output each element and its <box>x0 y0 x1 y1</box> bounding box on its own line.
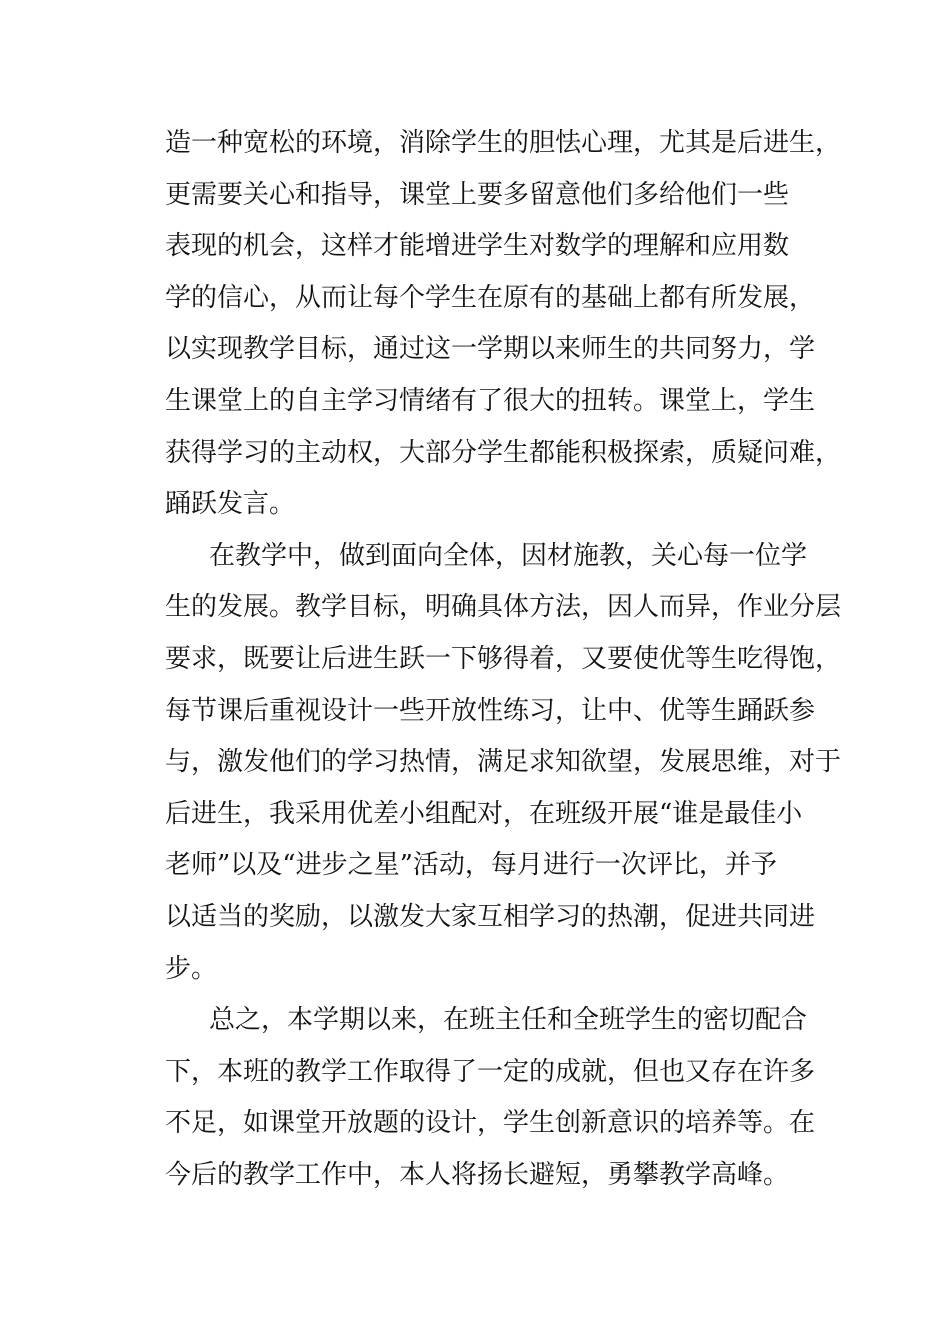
paragraph-1-line-6: 生课堂上的自主学习情绪有了很大的扭转。课堂上，学生 <box>165 385 816 416</box>
paragraph-2-line-8: 以适当的奖励，以激发大家互相学习的热潮，促进共同进 <box>165 901 816 932</box>
paragraph-2-line-4: 每节课后重视设计一些开放性练习，让中、优等生踊跃参 <box>165 695 816 726</box>
document-body <box>165 118 842 1201</box>
paragraph-3-line-3: 不足，如课堂开放题的设计，学生创新意识的培养等。在 <box>165 1108 816 1139</box>
paragraph-1-line-4: 学的信心，从而让每个学生在原有的基础上都有所发展， <box>165 282 816 313</box>
paragraph-3-line-1: 总之，本学期以来，在班主任和全班学生的密切配合 <box>209 1005 808 1036</box>
paragraph-2-line-1: 在教学中，做到面向全体，因材施教，关心每一位学 <box>209 540 808 571</box>
paragraph-1-line-8: 踊跃发言。 <box>165 489 296 520</box>
paragraph-2-line-2: 生的发展。教学目标，明确具体方法，因人而异，作业分层 <box>165 592 842 623</box>
paragraph-2-line-5: 与，激发他们的学习热情，满足求知欲望，发展思维，对于 <box>165 747 842 778</box>
paragraph-2-line-3: 要求，既要让后进生跃一下够得着，又要使优等生吃得饱， <box>165 643 842 674</box>
paragraph-1-line-7: 获得学习的主动权，大部分学生都能积极探索，质疑问难， <box>165 437 842 468</box>
paragraph-3-line-2: 下，本班的教学工作取得了一定的成就，但也又存在许多 <box>165 1056 816 1087</box>
paragraph-1-line-1: 造一种宽松的环境，消除学生的胆怯心理，尤其是后进生， <box>165 128 842 158</box>
paragraph-2-line-7: 老师”以及“进步之星”活动，每月进行一次评比，并予 <box>165 850 777 881</box>
paragraph-3-line-4: 今后的教学工作中，本人将扬长避短，勇攀教学高峰。 <box>165 1159 790 1190</box>
paragraph-2-line-6: 后进生，我采用优差小组配对，在班级开展“谁是最佳小 <box>165 798 803 829</box>
paragraph-2-line-9: 步。 <box>165 953 218 984</box>
paragraph-1-line-3: 表现的机会，这样才能增进学生对数学的理解和应用数 <box>165 231 790 262</box>
paragraph-1-line-2: 更需要关心和指导，课堂上要多留意他们多给他们一些 <box>165 179 790 210</box>
paragraph-1-line-5: 以实现教学目标，通过这一学期以来师生的共同努力，学 <box>165 334 816 365</box>
